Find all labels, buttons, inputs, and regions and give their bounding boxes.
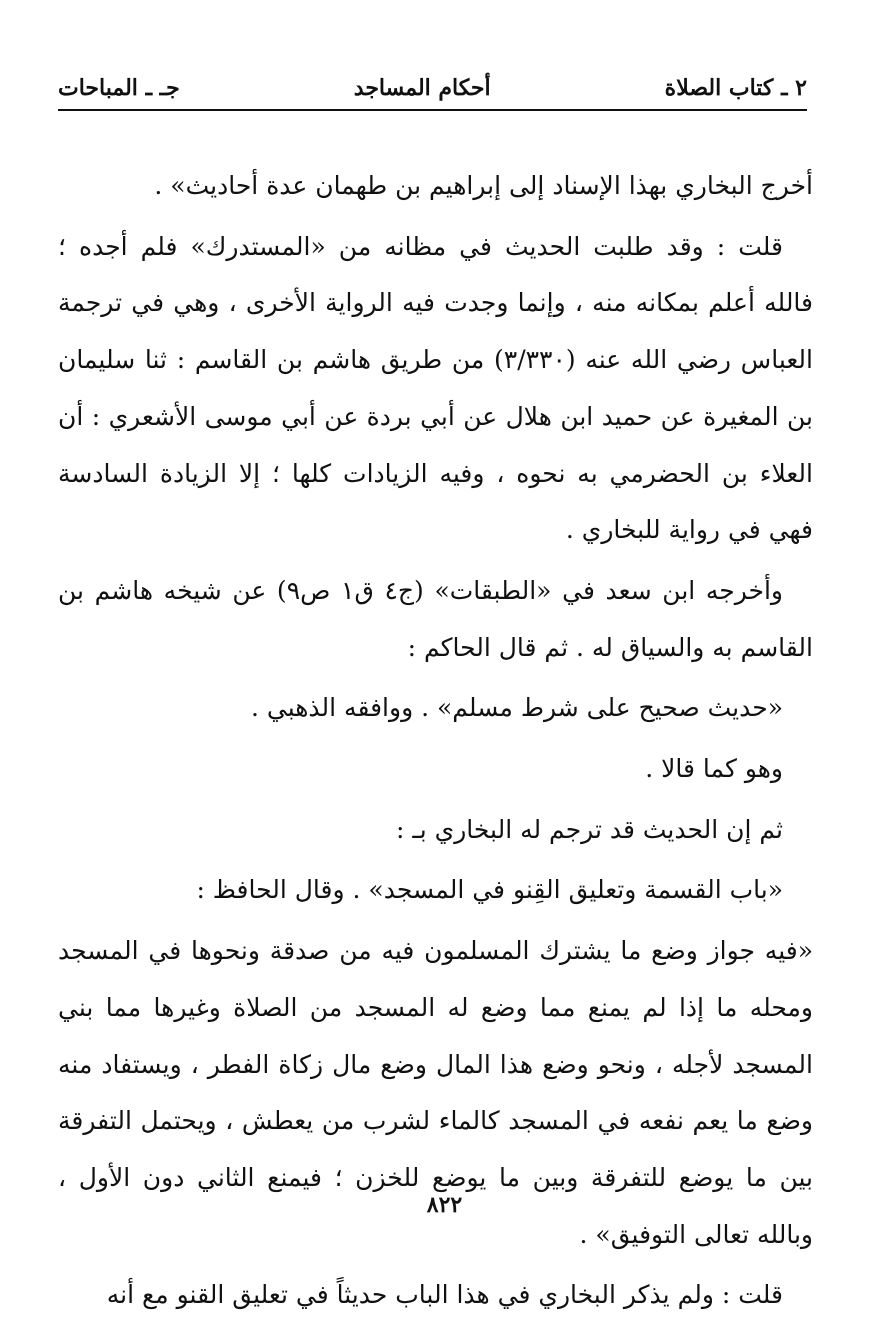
running-header bbox=[58, 68, 807, 108]
paragraph-9: قلت : ولم يذكر البخاري في هذا الباب حديثاً في تعليق القنو مع أنه bbox=[106, 1280, 783, 1310]
header-rule bbox=[58, 109, 807, 111]
page-body bbox=[58, 158, 813, 1324]
header-title: أحكام المساجد bbox=[353, 75, 491, 101]
paragraph-1: أخرج البخاري بهذا الإسناد إلى إبراهيم بن طهمان عدة أحاديث» . bbox=[154, 171, 813, 200]
page-number: ٨٢٢ bbox=[426, 1192, 463, 1218]
paragraph-3: وأخرجه ابن سعد في «الطبقات» (ج٤ ق١ ص٩) عن شيخه هاشم بن القاسم به والسياق له . ثم قال الحاكم : bbox=[58, 575, 813, 662]
paragraph-5: وهو كما قالا . bbox=[645, 754, 783, 784]
paragraph-2: قلت : وقد طلبت الحديث في مظانه من «المستدرك» فلم أجده ؛ فالله أعلم بمكانه منه ، وإنما وجدت فيه الرواية الأخرى ، وهي في ترجمة العباس رضي الله عنه (٣/٣٣٠) من طريق هاشم بن القاسم : ثنا سليمان بن المغيرة عن حميد ابن هلال عن أبي بردة عن أبي موسى الأشعري : أن العلاء بن الحضرمي به نحوه ، وفيه الزيادات كلها ؛ إلا الزيادة السادسة فهي في رواية للبخاري . bbox=[58, 231, 813, 545]
paragraph-7: «باب القسمة وتعليق القِنو في المسجد» . وقال الحافظ : bbox=[196, 875, 783, 905]
header-section: جـ ـ المباحات bbox=[58, 75, 180, 101]
paragraph-4: «حديث صحيح على شرط مسلم» . ووافقه الذهبي . bbox=[250, 693, 783, 723]
header-chapter: ٢ ـ كتاب الصلاة bbox=[664, 75, 807, 101]
paragraph-8: «فيه جواز وضع ما يشترك المسلمون فيه من صدقة ونحوها في المسجد ومحله ما إذا لم يمنع مما وضع له المسجد من الصلاة وغيرها مما بني المسجد لأجله ، ونحو وضع هذا المال وضع مال زكاة الفطر ، ويستفاد منه وضع ما يعم نفعه في المسجد كالماء لشرب من يعطش ، ويحتمل التفرقة بين ما يوضع للتفرقة وبين ما يوضع للخزن ؛ فيمنع الثاني دون الأول ، وبالله تعالى التوفيق» . bbox=[58, 936, 813, 1249]
paragraph-6: ثم إن الحديث قد ترجم له البخاري بـ : bbox=[396, 814, 783, 844]
